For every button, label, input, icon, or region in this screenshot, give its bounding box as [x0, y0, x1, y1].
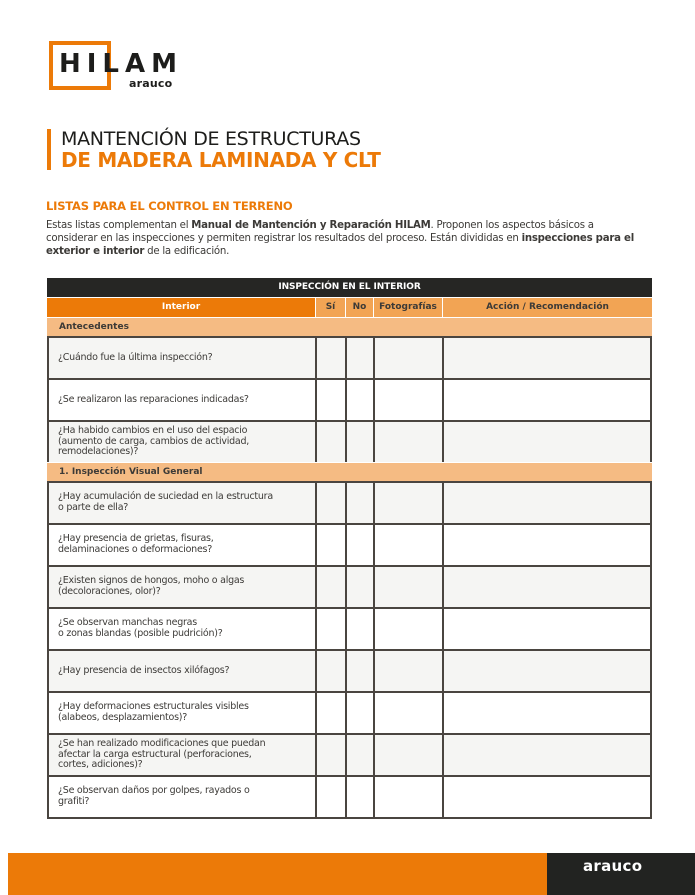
table-row — [47, 565, 652, 607]
table-row — [47, 420, 652, 462]
table-row — [47, 336, 652, 378]
table-title: INSPECCIÓN EN EL INTERIOR — [47, 278, 652, 297]
column-header-accion: Acción / Recomendación — [442, 298, 652, 317]
table-body — [47, 318, 652, 817]
section-row: Antecedentes — [47, 318, 652, 336]
photos-input-cell[interactable] — [373, 481, 442, 523]
action-input-cell[interactable] — [442, 775, 652, 819]
action-input-cell[interactable] — [442, 378, 652, 420]
question-cell: ¿Hay acumulación de suciedad en la estructura o parte de ella? — [47, 481, 315, 523]
question-cell: ¿Se observan daños por golpes, rayados o grafiti? — [47, 775, 315, 819]
table-row — [47, 649, 652, 691]
table-row — [47, 523, 652, 565]
si-checkbox-cell[interactable] — [315, 336, 345, 378]
action-input-cell[interactable] — [442, 565, 652, 607]
photos-input-cell[interactable] — [373, 733, 442, 775]
question-cell: ¿Se realizaron las reparaciones indicadas? — [47, 378, 315, 420]
question-cell: ¿Se observan manchas negras o zonas blandas (posible pudrición)? — [47, 607, 315, 649]
photos-input-cell[interactable] — [373, 523, 442, 565]
photos-input-cell[interactable] — [373, 775, 442, 819]
si-checkbox-cell[interactable] — [315, 607, 345, 649]
section-row: 1. Inspección Visual General — [47, 463, 652, 481]
si-checkbox-cell[interactable] — [315, 420, 345, 462]
action-input-cell[interactable] — [442, 649, 652, 691]
no-checkbox-cell[interactable] — [345, 733, 373, 775]
action-input-cell[interactable] — [442, 607, 652, 649]
si-checkbox-cell[interactable] — [315, 481, 345, 523]
question-cell: ¿Ha habido cambios en el uso del espacio (aumento de carga, cambios de actividad, remodelaciones)? — [47, 420, 315, 462]
document-title-line-1: MANTENCIÓN DE ESTRUCTURAS — [61, 128, 361, 150]
no-checkbox-cell[interactable] — [345, 420, 373, 462]
no-checkbox-cell[interactable] — [345, 775, 373, 819]
no-checkbox-cell[interactable] — [345, 336, 373, 378]
action-input-cell[interactable] — [442, 733, 652, 775]
photos-input-cell[interactable] — [373, 691, 442, 733]
no-checkbox-cell[interactable] — [345, 649, 373, 691]
photos-input-cell[interactable] — [373, 607, 442, 649]
footer-dark-band — [547, 853, 695, 895]
photos-input-cell[interactable] — [373, 649, 442, 691]
photos-input-cell[interactable] — [373, 336, 442, 378]
intro-bold-manual: Manual de Mantención y Reparación HILAM — [191, 220, 431, 231]
no-checkbox-cell[interactable] — [345, 607, 373, 649]
intro-text: de la edificación. — [144, 246, 230, 257]
question-cell: ¿Se han realizado modificaciones que puedan afectar la carga estructural (perforaciones, cortes, adiciones)? — [47, 733, 315, 775]
no-checkbox-cell[interactable] — [345, 691, 373, 733]
table-row — [47, 607, 652, 649]
photos-input-cell[interactable] — [373, 420, 442, 462]
column-header-no: No — [345, 298, 373, 317]
logo-subbrand: arauco — [129, 77, 173, 90]
table-row — [47, 378, 652, 420]
no-checkbox-cell[interactable] — [345, 481, 373, 523]
photos-input-cell[interactable] — [373, 565, 442, 607]
column-header-fotografias: Fotografías — [373, 298, 442, 317]
no-checkbox-cell[interactable] — [345, 378, 373, 420]
footer-orange-band — [8, 853, 547, 895]
hilam-logo — [49, 41, 189, 93]
table-row — [47, 481, 652, 523]
column-header-interior: Interior — [47, 298, 315, 317]
action-input-cell[interactable] — [442, 336, 652, 378]
table-row — [47, 733, 652, 775]
si-checkbox-cell[interactable] — [315, 775, 345, 819]
table-header-row — [47, 298, 652, 317]
table-row — [47, 691, 652, 733]
si-checkbox-cell[interactable] — [315, 565, 345, 607]
document-title-line-2: DE MADERA LAMINADA Y CLT — [61, 148, 381, 172]
action-input-cell[interactable] — [442, 420, 652, 462]
column-header-si: Sí — [315, 298, 345, 317]
si-checkbox-cell[interactable] — [315, 378, 345, 420]
si-checkbox-cell[interactable] — [315, 733, 345, 775]
photos-input-cell[interactable] — [373, 378, 442, 420]
table-row — [47, 775, 652, 817]
question-cell: ¿Cuándo fue la última inspección? — [47, 336, 315, 378]
action-input-cell[interactable] — [442, 523, 652, 565]
si-checkbox-cell[interactable] — [315, 691, 345, 733]
inspection-table — [47, 278, 652, 817]
no-checkbox-cell[interactable] — [345, 523, 373, 565]
action-input-cell[interactable] — [442, 481, 652, 523]
si-checkbox-cell[interactable] — [315, 649, 345, 691]
section-heading: LISTAS PARA EL CONTROL EN TERRENO — [46, 199, 293, 213]
footer-brand-logo: arauco — [583, 857, 643, 875]
logo-wordmark: HILAM — [59, 49, 183, 79]
intro-paragraph — [46, 219, 646, 258]
question-cell: ¿Hay deformaciones estructurales visibles (alabeos, desplazamientos)? — [47, 691, 315, 733]
question-cell: ¿Hay presencia de insectos xilófagos? — [47, 649, 315, 691]
title-accent-bar — [47, 129, 51, 170]
intro-text: Estas listas complementan el — [46, 220, 192, 231]
question-cell: ¿Hay presencia de grietas, fisuras, delaminaciones o deformaciones? — [47, 523, 315, 565]
question-cell: ¿Existen signos de hongos, moho o algas (decoloraciones, olor)? — [47, 565, 315, 607]
action-input-cell[interactable] — [442, 691, 652, 733]
intro-text: . Proponen los aspectos básicos a considerar en las inspecciones y permiten registrar los resultados del proceso. Están divididas en — [46, 220, 594, 244]
si-checkbox-cell[interactable] — [315, 523, 345, 565]
intro-bold-inspections: inspecciones para el exterior e interior — [46, 233, 634, 257]
no-checkbox-cell[interactable] — [345, 565, 373, 607]
